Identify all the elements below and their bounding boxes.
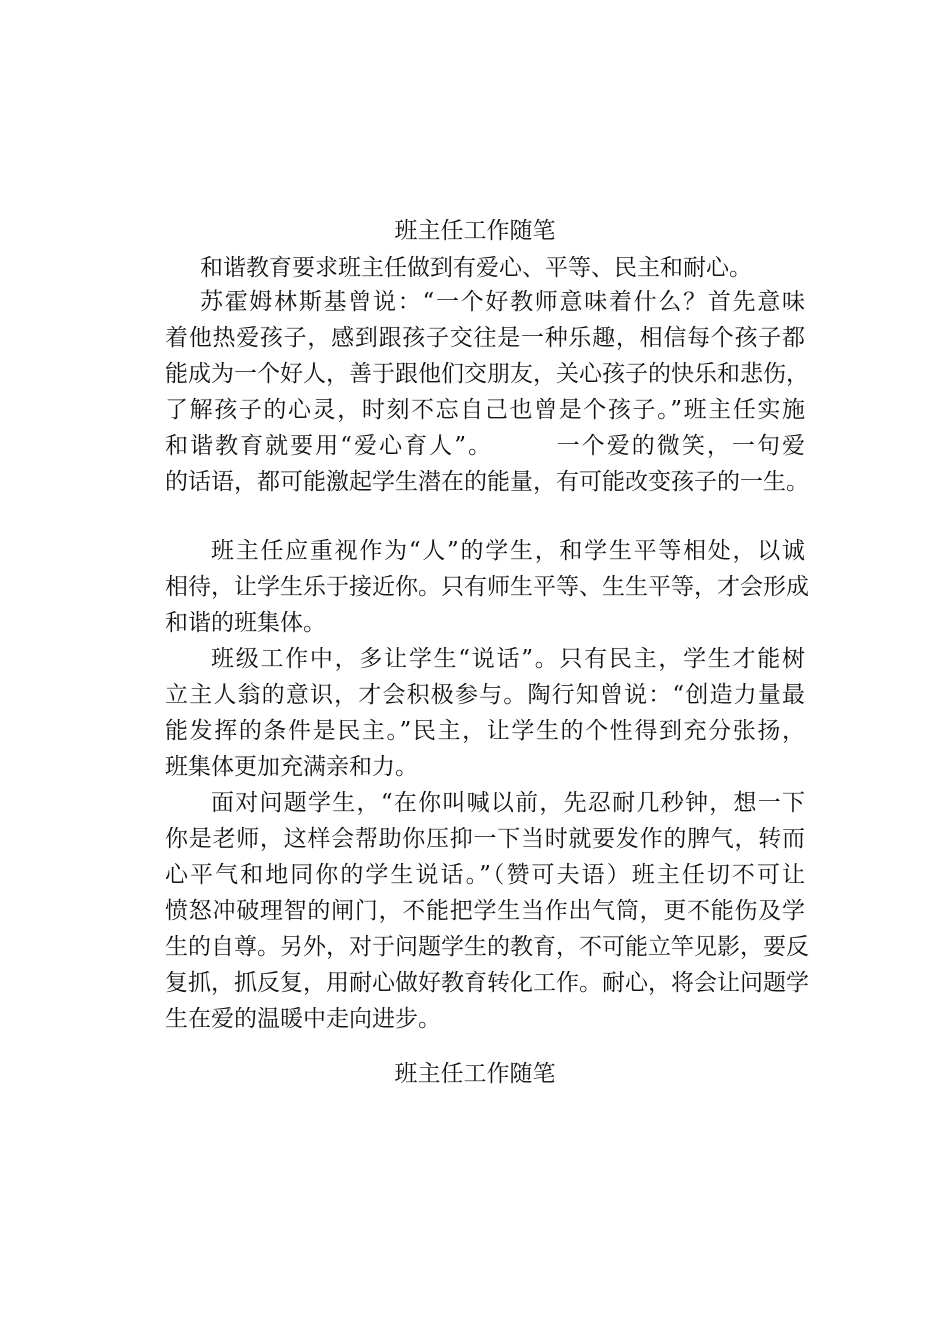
paragraph-3-line-3: 和谐的班集体。: [165, 610, 326, 636]
paragraph-5-line-3: 心平气和地同你的学生说话。”（赞可夫语）班主任切不可让: [165, 862, 805, 888]
paragraph-2-line-4: 了解孩子的心灵，时刻不忘自己也曾是个孩子。”班主任实施: [165, 397, 805, 423]
paragraph-4-line-4: 班集体更加充满亲和力。: [165, 754, 418, 780]
paragraph-5-line-6: 复抓，抓反复，用耐心做好教育转化工作。耐心，将会让问题学: [165, 970, 809, 996]
paragraph-2-line-5: 和谐教育就要用“爱心育人”。 一个爱的微笑，一句爱: [165, 433, 805, 459]
paragraph-5-line-4: 愤怒冲破理智的闸门，不能把学生当作出气筒，更不能伤及学: [165, 898, 805, 924]
paragraph-2-line-3: 能成为一个好人，善于跟他们交朋友，关心孩子的快乐和悲伤，: [165, 361, 809, 387]
paragraph-2-line-2: 着他热爱孩子，感到跟孩子交往是一种乐趣，相信每个孩子都: [165, 325, 805, 351]
paragraph-2-line-6: 的话语，都可能激起学生潜在的能量，有可能改变孩子的一生。: [165, 469, 809, 495]
paragraph-1-line-1: 和谐教育要求班主任做到有爱心、平等、民主和耐心。: [200, 255, 752, 281]
paragraph-3-line-1: 班主任应重视作为“人”的学生，和学生平等相处，以诚: [211, 538, 805, 564]
paragraph-5-line-5: 生的自尊。另外，对于问题学生的教育，不可能立竿见影，要反: [165, 934, 809, 960]
paragraph-5-line-7: 生在爱的温暖中走向进步。: [165, 1006, 441, 1032]
footer-title: 班主任工作随笔: [394, 1061, 556, 1087]
paragraph-5-line-2: 你是老师，这样会帮助你压抑一下当时就要发作的脾气，转而: [165, 826, 805, 852]
paragraph-2-line-1: 苏霍姆林斯基曾说：“一个好教师意味着什么？首先意味: [200, 289, 805, 315]
document-title: 班主任工作随笔: [394, 218, 556, 244]
paragraph-4-line-3: 能发挥的条件是民主。”民主，让学生的个性得到充分张扬，: [165, 718, 805, 744]
paragraph-4-line-1: 班级工作中，多让学生“说话”。只有民主，学生才能树: [211, 646, 805, 672]
paragraph-5-line-1: 面对问题学生，“在你叫喊以前，先忍耐几秒钟，想一下: [211, 790, 805, 816]
paragraph-4-line-2: 立主人翁的意识，才会积极参与。陶行知曾说：“创造力量最: [165, 682, 805, 708]
paragraph-3-line-2: 相待，让学生乐于接近你。只有师生平等、生生平等，才会形成: [165, 574, 809, 600]
